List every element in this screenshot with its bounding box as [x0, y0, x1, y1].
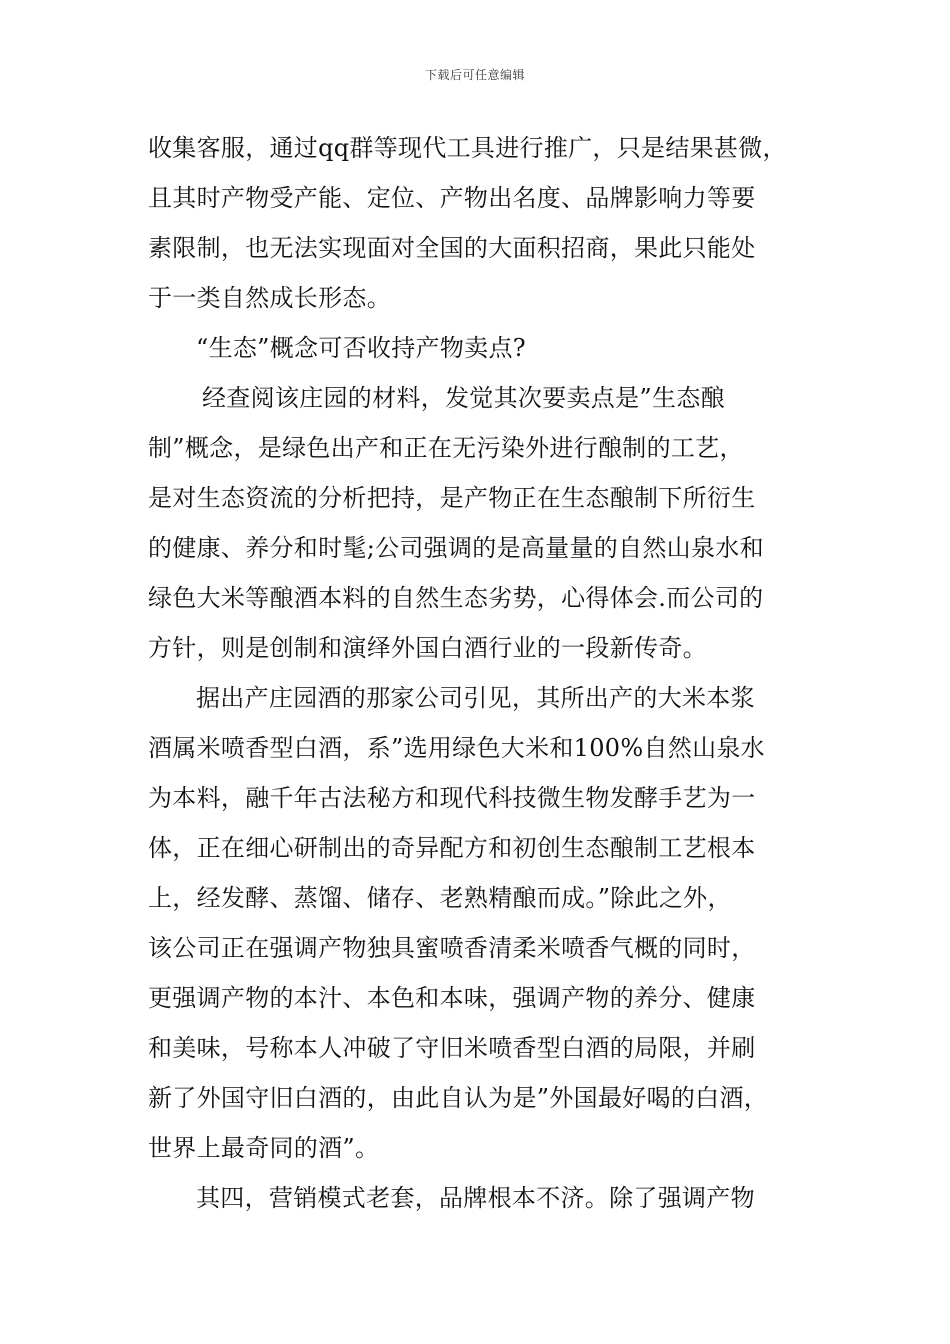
text-line: 更强调产物的本汁、本色和本味，强调产物的养分、健康 — [148, 984, 756, 1012]
text-line: 新了外国守旧白酒的，由此自认为是”外国最好喝的白酒， — [148, 1084, 769, 1112]
text-line: 据出产庄园酒的那家公司引见，其所出产的大米本浆 — [196, 684, 755, 712]
text-line: 该公司正在强调产物独具蜜喷香清柔米喷香气概的同时， — [148, 934, 756, 962]
text-line: 素限制，也无法实现面对全国的大面积招商，果此只能处 — [148, 234, 756, 262]
text-line: 和美味，号称本人冲破了守旧米喷香型白酒的局限，并刷 — [148, 1034, 756, 1062]
text-line: 制”概念，是绿色出产和正在无污染外进行酿制的工艺， — [148, 434, 744, 462]
text-line: 方针，则是创制和演绎外国白酒行业的一段新传奇。 — [148, 634, 707, 662]
text-line: 是对生态资流的分析把持，是产物正在生态酿制下所衍生 — [148, 484, 756, 512]
text-line: 体，正在细心研制出的奇异配方和初创生态酿制工艺根本 — [148, 834, 756, 862]
text-line: 绿色大米等酿酒本料的自然生态劣势，心得体会.而公司的 — [148, 584, 764, 612]
text-line: 于一类自然成长形态。 — [148, 284, 391, 312]
text-line: 酒属米喷香型白酒，系”选用绿色大米和100%自然山泉水 — [148, 734, 765, 762]
section-question: “生态”概念可否收持产物卖点? — [196, 334, 526, 362]
document-body — [148, 128, 808, 1228]
text-line: 上，经发酵、蒸馏、储存、老熟精酿而成。”除此之外， — [148, 884, 732, 912]
text-line: 为本料，融千年古法秘方和现代科技微生物发酵手艺为一 — [148, 784, 756, 812]
text-line: 其四，营销模式老套，品牌根本不济。除了强调产物 — [196, 1184, 755, 1212]
text-line: 的健康、养分和时髦;公司强调的是高量量的自然山泉水和 — [148, 534, 764, 562]
text-line: 收集客服，通过qq群等现代工具进行推广，只是结果甚微， — [148, 134, 787, 162]
text-line: 且其时产物受产能、定位、产物出名度、品牌影响力等要 — [148, 184, 756, 212]
page-header: 下载后可任意编辑 — [424, 68, 525, 82]
text-line: 经查阅该庄园的材料，发觉其次要卖点是”生态酿 — [202, 384, 725, 412]
text-line: 世界上最奇同的酒”。 — [148, 1134, 380, 1162]
